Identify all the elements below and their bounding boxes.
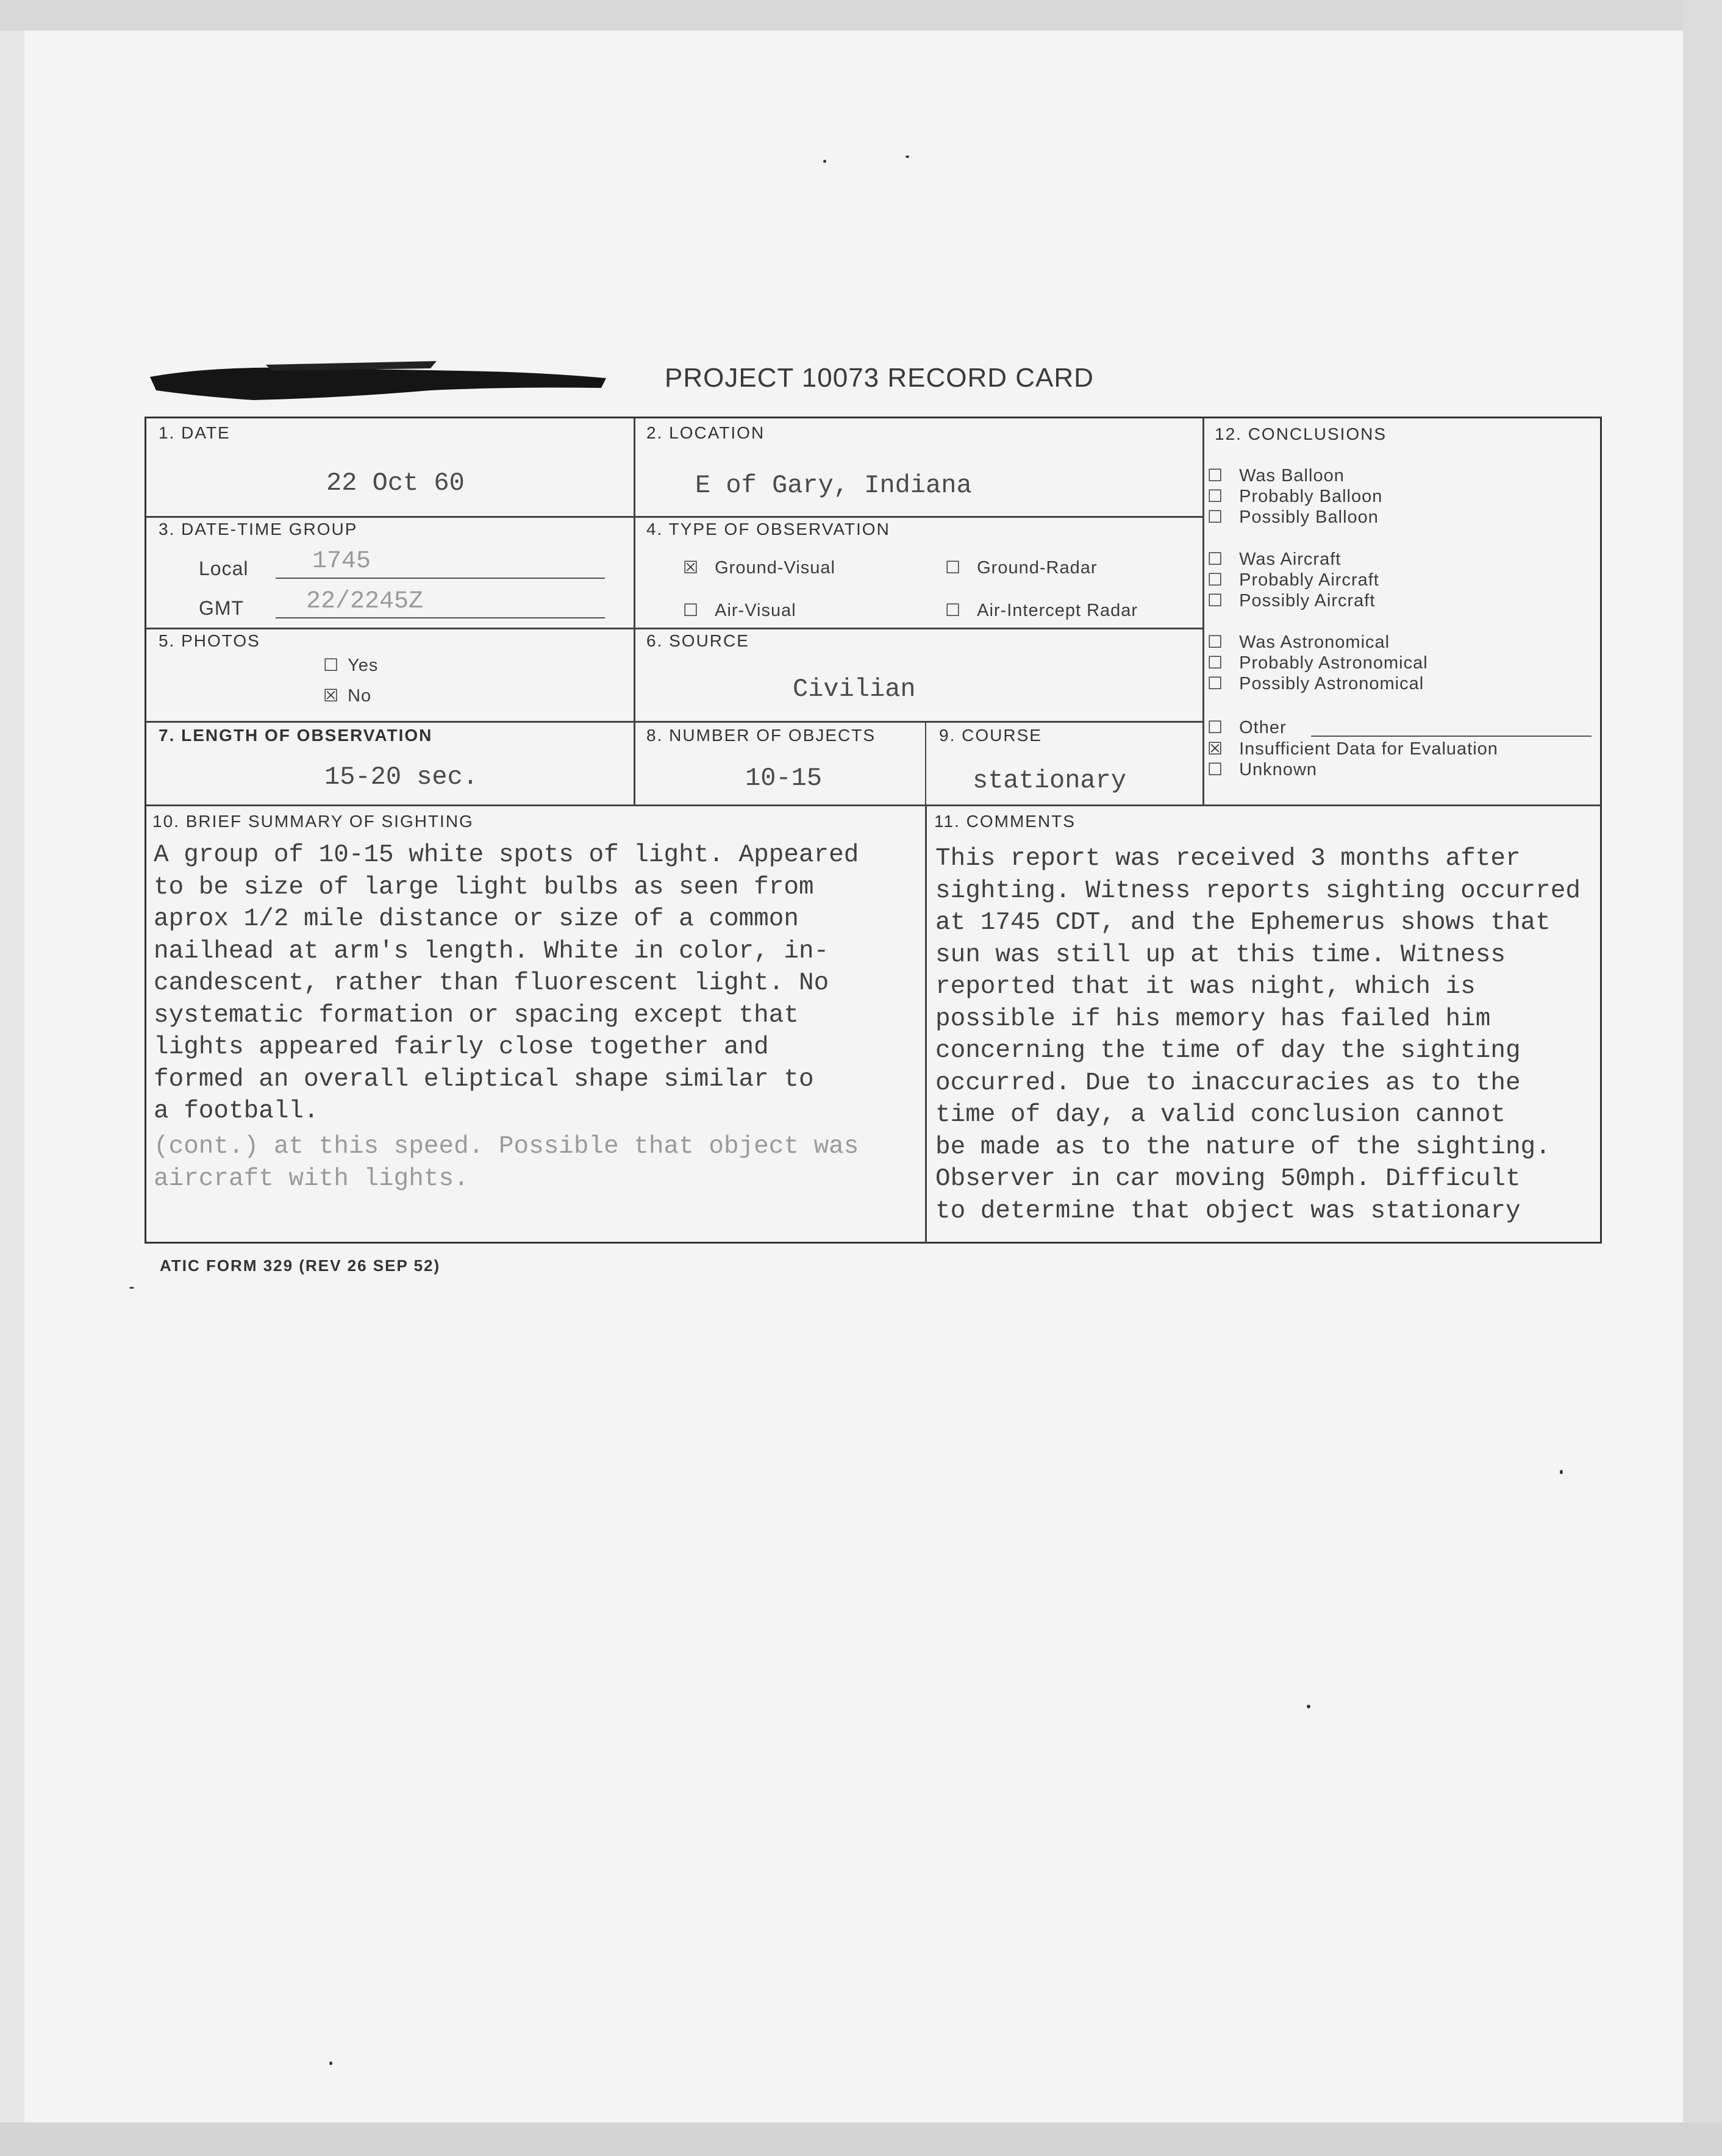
conclusion-unknown: ☐ Unknown (1207, 759, 1318, 779)
redaction-mark (144, 360, 612, 404)
scan-border-bottom (0, 2122, 1722, 2156)
local-label: Local (199, 557, 249, 579)
checkbox-icon: ☐ (1207, 507, 1224, 527)
checkbox-icon: ☐ (1207, 717, 1224, 737)
comments-label: 11. COMMENTS (934, 812, 1076, 831)
observation-type-label: 4. TYPE OF OBSERVATION (646, 520, 890, 539)
form-identifier: ATIC FORM 329 (REV 26 SEP 52) (160, 1256, 441, 1275)
checkbox-icon: ☐ (1207, 673, 1224, 693)
date-value: 22 Oct 60 (326, 468, 465, 498)
source-value: Civilian (793, 675, 916, 704)
summary-label: 10. BRIEF SUMMARY OF SIGHTING (152, 812, 474, 831)
gmt-value: 22/2245Z (306, 588, 424, 615)
checkbox-checked-icon: ☒ (683, 557, 699, 578)
obs-option-air-intercept-radar: ☐ Air-Intercept Radar (945, 600, 1138, 620)
obs-option-air-visual: ☐ Air-Visual (683, 600, 796, 620)
num-objects-label: 8. NUMBER OF OBJECTS (646, 726, 876, 745)
checkbox-checked-icon: ☒ (1207, 739, 1224, 759)
checkbox-icon: ☐ (1207, 465, 1224, 485)
scan-border-right (1683, 0, 1722, 2156)
checkbox-icon: ☐ (323, 655, 340, 675)
date-label: 1. DATE (159, 423, 230, 442)
obs-option-ground-radar: ☐ Ground-Radar (945, 557, 1098, 578)
location-label: 2. LOCATION (646, 423, 765, 442)
checkbox-icon: ☐ (1207, 549, 1224, 569)
conclusion-was-balloon: ☐ Was Balloon (1207, 465, 1345, 485)
course-label: 9. COURSE (939, 726, 1042, 745)
conclusion-insufficient-data: ☒ Insufficient Data for Evaluation (1207, 739, 1498, 759)
card-title: PROJECT 10073 RECORD CARD (665, 363, 1094, 393)
checkbox-icon: ☐ (1207, 632, 1224, 652)
photos-option-yes: ☐ Yes (323, 655, 379, 675)
checkbox-checked-icon: ☒ (323, 686, 340, 706)
photos-option-no: ☒ No (323, 686, 372, 706)
conclusion-probably-aircraft: ☐ Probably Aircraft (1207, 570, 1379, 590)
num-objects-value: 10-15 (745, 764, 823, 793)
comments-text: This report was received 3 months after sighting. Witness reports sighting occurred at 1745 CDT, and the Ephemerus shows that sun was still up at this time. Witness reported that it was night, which is possible if his memory has failed him concerning the time of day the sighting occurred. Due to inaccuracies as to the time of day, a valid conclusion cannot be made as to the nature of the sighting. Observer in car moving 50mph. Difficult to determine that object was stationary (935, 845, 1581, 1225)
conclusion-probably-balloon: ☐ Probably Balloon (1207, 486, 1383, 506)
length-value: 15-20 sec. (324, 762, 479, 792)
local-value: 1745 (312, 548, 371, 575)
checkbox-icon: ☐ (1207, 486, 1224, 506)
checkbox-icon: ☐ (683, 600, 699, 620)
location-value: E of Gary, Indiana (695, 471, 972, 500)
conclusion-possibly-aircraft: ☐ Possibly Aircraft (1207, 590, 1376, 611)
checkbox-icon: ☐ (945, 600, 962, 620)
conclusion-other: ☐ Other (1207, 717, 1287, 737)
conclusion-possibly-balloon: ☐ Possibly Balloon (1207, 507, 1379, 527)
checkbox-icon: ☐ (1207, 590, 1224, 611)
conclusion-was-astronomical: ☐ Was Astronomical (1207, 632, 1390, 652)
checkbox-icon: ☐ (1207, 570, 1224, 590)
gmt-label: GMT (199, 597, 245, 619)
conclusion-probably-astronomical: ☐ Probably Astronomical (1207, 653, 1428, 673)
obs-option-ground-visual: ☒ Ground-Visual (683, 557, 835, 578)
source-label: 6. SOURCE (646, 631, 749, 650)
length-label: 7. LENGTH OF OBSERVATION (159, 726, 433, 745)
scan-border-top (0, 0, 1722, 30)
course-value: stationary (973, 766, 1127, 795)
conclusion-was-aircraft: ☐ Was Aircraft (1207, 549, 1342, 569)
checkbox-icon: ☐ (1207, 653, 1224, 673)
checkbox-icon: ☐ (1207, 759, 1224, 779)
record-card (145, 417, 1602, 1244)
summary-text: A group of 10-15 white spots of light. Appeared to be size of large light bulbs as seen from aprox 1/2 mile distance or size of a common nailhead at arm's length. White in color, in- candescent, rather than fluorescent light. No systematic formation or spacing except that lights appeared fairly close together and formed an overall eliptical shape similar to a football. (154, 841, 859, 1125)
photos-label: 5. PHOTOS (159, 631, 260, 650)
dtg-label: 3. DATE-TIME GROUP (159, 520, 358, 539)
conclusion-possibly-astronomical: ☐ Possibly Astronomical (1207, 673, 1424, 693)
checkbox-icon: ☐ (945, 557, 962, 578)
summary-continued-text: (cont.) at this speed. Possible that object was aircraft with lights. (154, 1133, 859, 1193)
conclusions-label: 12. CONCLUSIONS (1215, 424, 1387, 443)
